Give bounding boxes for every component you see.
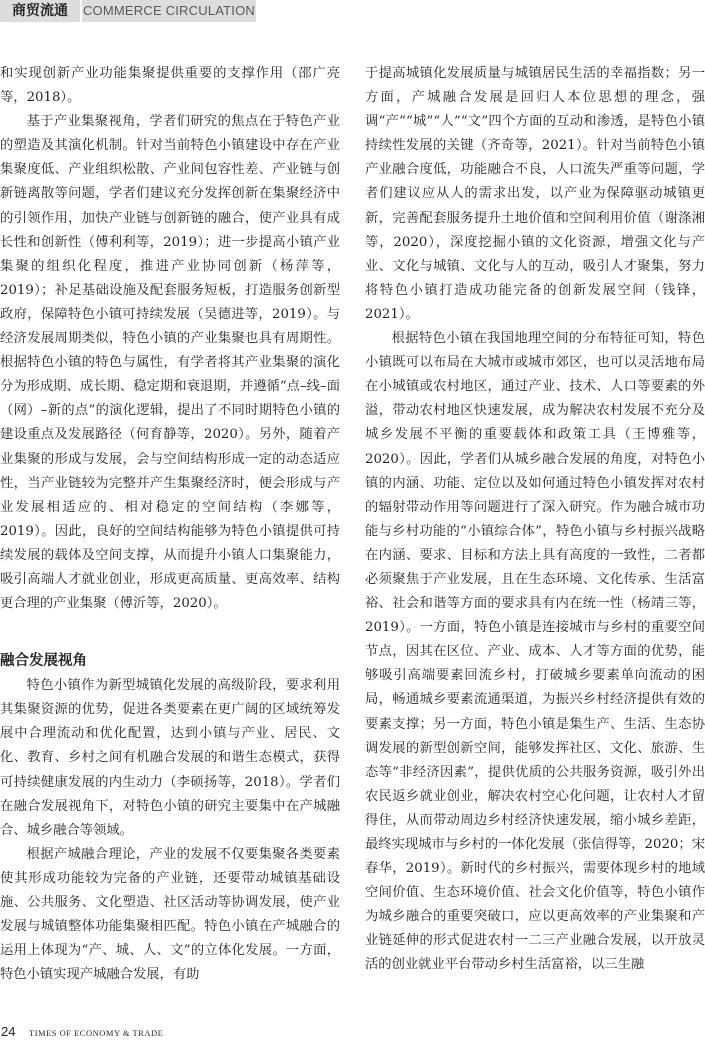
left-paragraph-3: 特色小镇作为新型城镇化发展的高级阶段，要求利用其集聚资源的优势，促进各类要素在更广阔的区域统筹发展中合理流动和优化配置，达到小镇与产业、居民、文化、教育、乡村之间有机融合发展的和谐生态模式，获得可持续健康发展的内生动力（李硕扬等，2018）。学者们在融合发展视角下，对特色小镇的研究主要集中在产城融合、城乡融合等领域。 — [0, 678, 340, 838]
section-label-en: COMMERCE CIRCULATION — [82, 0, 256, 22]
right-paragraph-2: 根据特色小镇在我国地理空间的分布特征可知，特色小镇既可以布局在大城市或城市郊区，也可以灵活地布局在小城镇或农村地区，通过产业、技术、人口等要素的外溢，带动农村地区快速发展，成为解决农村发展不充分及城乡发展不平衡的重要载体和政策工具（王博雅等，2020）。因此，学者们从城乡融合发展的角度，对特色小镇的内涵、功能、定位以及如何通过特色小镇发挥对农村的辐射带动作用等问题进行了深入研究。作为融合城市功能与乡村功能的“小镇综合体”，特色小镇与乡村振兴战略在内涵、要求、目标和方法上具有高度的一致性，二者都必须聚焦于产业发展，且在生态环境、文化传承、生活富裕、社会和谐等方面的要求具有内在统一性（杨靖三等，2019）。一方面，特色小镇是连接城市与乡村的重要空间节点，因其在区位、产业、成本、人才等方面的优势，能够吸引高端要素回流乡村，打破城乡要素单向流动的困局，畅通城乡要素流通渠道，为振兴乡村经济提供有效的要素支撑；另一方面，特色小镇是集生产、生活、生态协调发展的新型创新空间，能够发挥社区、文化、旅游、生态等“非经济因素”，提供优质的公共服务资源，吸引外出农民返乡就业创业，解决农村空心化问题，让农村人才留得住，从而带动周边乡村经济快速发展，缩小城乡差距，最终实现城市与乡村的一体化发展（张信得等，2020；宋春华，2019）。新时代的乡村振兴，需要体现乡村的地域空间价值、生态环境价值、社会文化价值等，特色小镇作为城乡融合的重要突破口，应以更高效率的产业集聚和产业链延伸的形式促进农村一二三产业融合发展，以开放灵活的创业就业平台带动乡村生活富裕，以三生融 — [365, 331, 705, 973]
right-column — [365, 62, 705, 978]
left-paragraph-1: 和实现创新产业功能集聚提供重要的支撑作用（邵广亮等，2018）。 — [0, 66, 340, 106]
left-paragraph-2: 基于产业集聚视角，学者们研究的焦点在于特色产业的塑造及其演化机制。针对当前特色小镇建设中存在产业集聚度低、产业组织松散、产业间包容性差、产业链与创新链离散等问题，学者们建议充分发挥创新在集聚经济中的引领作用，加快产业链与创新链的融合，使产业具有成长性和创新性（傅利利等，2019）；进一步提高小镇产业集聚的组织化程度，推进产业协同创新（杨萍等，2019）；补足基础设施及配套服务短板，打造服务创新型政府，保障特色小镇可持续发展（吴德进等，2019）。与经济发展周期类似，特色小镇的产业集聚也具有周期性。根据特色小镇的特色与属性，有学者将其产业集聚的演化分为形成期、成长期、稳定期和衰退期，并遵循“点–线–面（网）–新的点”的演化逻辑，提出了不同时期特色小镇的建设重点及发展路径（何育静等，2020）。另外，随着产业集聚的形成与发展，会与空间结构形成一定的动态适应性，当产业链较为完整并产生集聚经济时，便会形成与产业发展相适应的、相对稳定的空间结构（李娜等，2019）。因此，良好的空间结构能够为特色小镇提供可持续发展的载体及空间支撑，从而提升小镇人口集聚能力，吸引高端人才就业创业，形成更高质量、更高效率、结构更合理的产业集聚（傅沂等，2020）。 — [0, 114, 340, 612]
section-gap — [0, 616, 340, 638]
left-paragraph-4: 根据产城融合理论，产业的发展不仅要集聚各类要素使其形成功能较为完备的产业链，还要带动城镇基础设施、公共服务、文化塑造、社区活动等协调发展，使产业发展与城镇整体功能集聚相匹配。特色小镇在产城融合的运用上体现为“产、城、人、文”的立体化发展。一方面，特色小镇实现产城融合发展，有助 — [0, 846, 340, 983]
page-header — [0, 0, 705, 24]
section-label-cn: 商贸流通 — [0, 0, 80, 22]
journal-name: TIMES OF ECONOMY & TRADE — [29, 1028, 164, 1038]
section-heading: 融合发展视角 — [0, 653, 87, 670]
left-column — [0, 62, 340, 987]
page-footer — [0, 1024, 705, 1042]
page-number: 24 — [1, 1024, 16, 1039]
right-paragraph-1: 于提高城镇化发展质量与城镇居民生活的幸福指数；另一方面，产城融合发展是回归人本位思想的理念，强调“产”“城”“人”“文”四个方面的互动和渗透，是特色小镇持续性发展的关键（齐奇等，2021）。针对当前特色小镇产业融合度低，功能融合不良，人口流失严重等问题，学者们建议应从人的需求出发，以产业为保障驱动城镇更新，完善配套服务提升土地价值和空间利用价值（谢涤湘等，2020），深度挖掘小镇的文化资源，增强文化与产业、文化与城镇、文化与人的互动，吸引人才聚集，努力将特色小镇打造成功能完备的创新发展空间（钱锋，2021）。 — [365, 66, 705, 322]
